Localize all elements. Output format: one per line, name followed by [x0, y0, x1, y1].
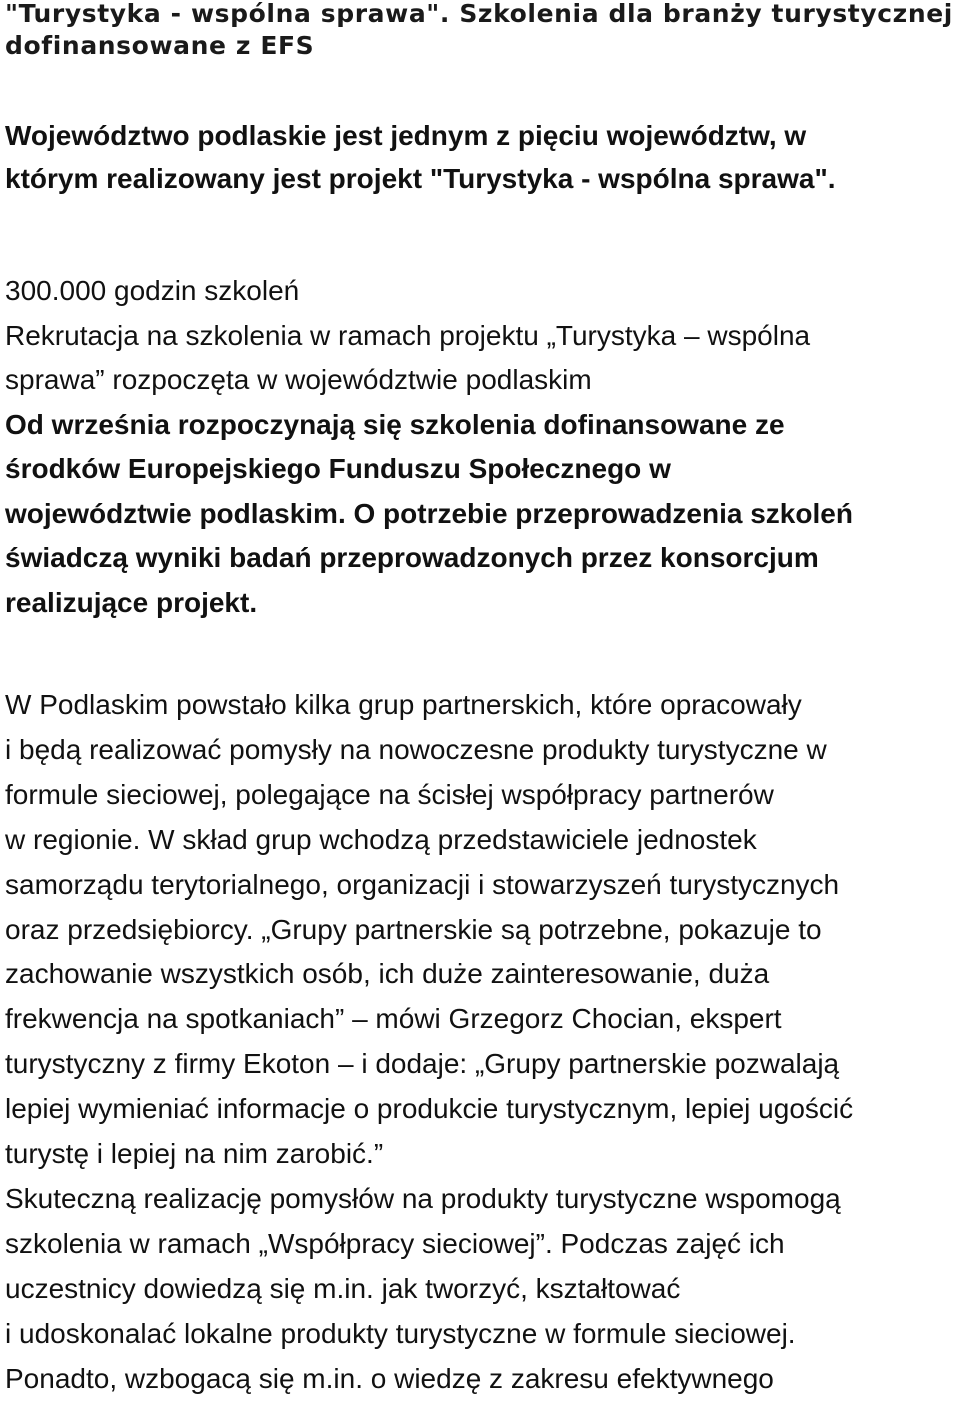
page-title-line-2: dofinansowane z EFS [5, 31, 315, 60]
body-line: turystę i lepiej na nim zarobić.” [5, 1138, 384, 1170]
page-title-line-1: "Turystyka - wspólna sprawa". Szkolenia dla branży turystycznej [5, 0, 953, 28]
intro-section [5, 269, 955, 625]
lead-paragraph [5, 114, 955, 200]
body-line: zachowanie wszystkich osób, ich duże zainteresowanie, duża [5, 958, 770, 990]
intro-line-1: 300.000 godzin szkoleń [5, 275, 300, 306]
body-line: lepiej wymieniać informacje o produkcie turystycznym, lepiej ugościć [5, 1093, 854, 1125]
body-line: i udoskonalać lokalne produkty turystyczne w formule sieciowej. [5, 1317, 796, 1349]
lead-line-1: Województwo podlaskie jest jednym z pięciu województw, w [5, 120, 807, 151]
body-line: W Podlaskim powstało kilka grup partnerskich, które opracowały [5, 689, 802, 720]
intro-line-3: sprawa” rozpoczęta w województwie podlaskim [5, 364, 592, 395]
intro-bold-line-1: Od września rozpoczynają się szkolenia dofinansowane ze [5, 408, 785, 440]
intro-bold-line-5: realizujące projekt. [5, 586, 258, 618]
intro-bold-line-4: świadczą wyniki badań przeprowadzonych przez konsorcjum [5, 542, 819, 573]
body-line: samorządu terytorialnego, organizacji i stowarzyszeń turystycznych [5, 868, 840, 900]
body-line: i będą realizować pomysły na nowoczesne produkty turystyczne w [5, 733, 827, 765]
body-line: formule sieciowej, polegające na ścisłej współpracy partnerów [5, 778, 774, 810]
intro-bold-line-2: środków Europejskiego Funduszu Społecznego w [5, 453, 671, 484]
body-line: szkolenia w ramach „Współpracy sieciowej”. Podczas zajęć ich [5, 1227, 785, 1259]
body-line: oraz przedsiębiorcy. „Grupy partnerskie są potrzebne, pokazuje to [5, 913, 822, 945]
intro-bold-line-3: województwie podlaskim. O potrzebie przeprowadzenia szkoleń [5, 497, 853, 529]
body-line: Skuteczną realizację pomysłów na produkty turystyczne wspomogą [5, 1182, 841, 1214]
body-line: w regionie. W skład grup wchodzą przedstawiciele jednostek [5, 823, 757, 855]
body-line: Ponadto, wzbogacą się m.in. o wiedzę z zakresu efektywnego [5, 1362, 774, 1394]
article-body [5, 683, 960, 1402]
intro-line-2: Rekrutacja na szkolenia w ramach projektu „Turystyka – wspólna [5, 319, 811, 351]
body-line: turystyczny z firmy Ekoton – i dodaje: „Grupy partnerskie pozwalają [5, 1048, 840, 1080]
lead-line-2: którym realizowany jest projekt "Turystyka - wspólna sprawa". [5, 163, 836, 194]
page-title [5, 0, 955, 62]
body-line: uczestnicy dowiedzą się m.in. jak tworzyć, kształtować [5, 1272, 681, 1304]
body-line: frekwencja na spotkaniach” – mówi Grzegorz Chocian, ekspert [5, 1003, 782, 1035]
